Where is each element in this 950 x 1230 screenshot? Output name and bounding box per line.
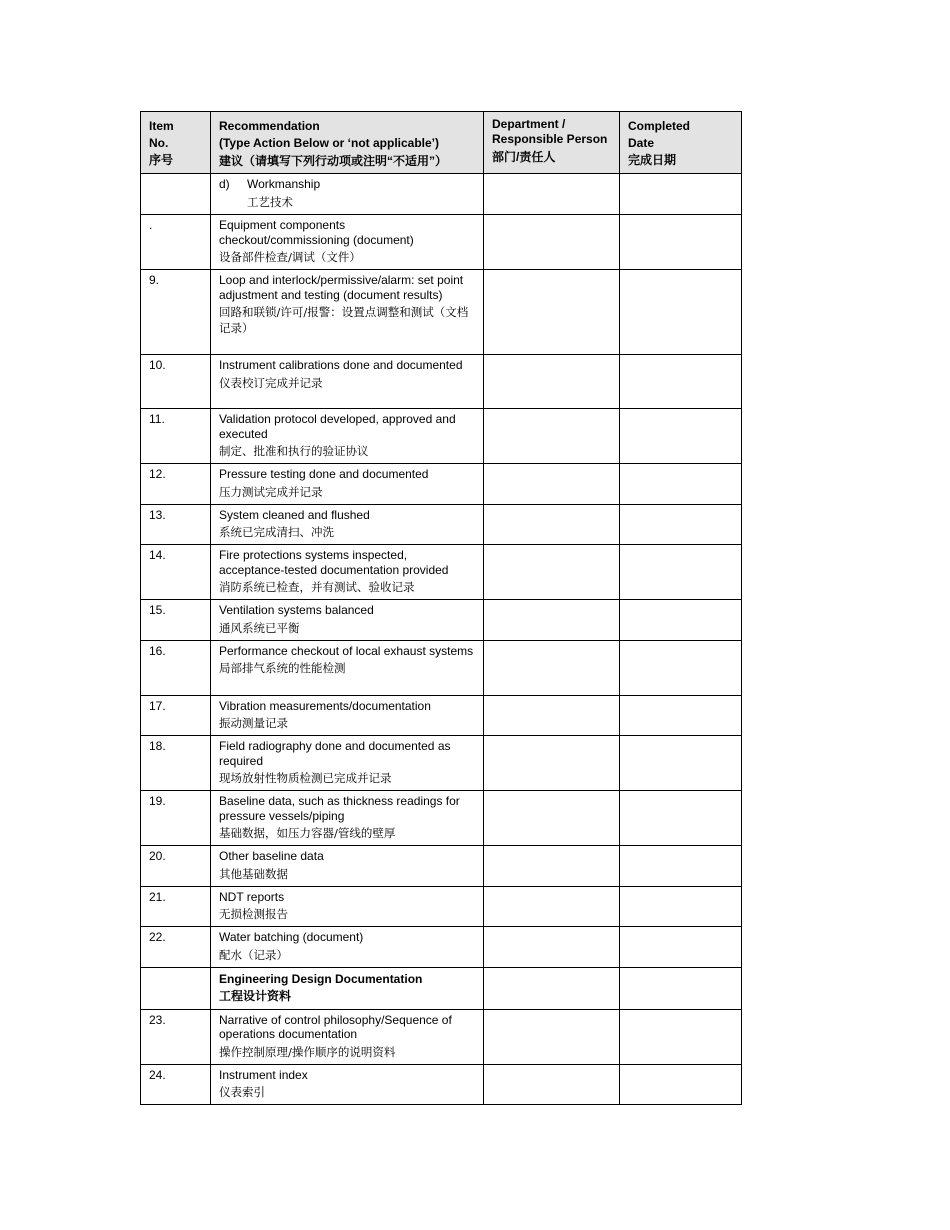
table-body <box>141 174 742 1105</box>
item-number-cell <box>141 640 211 695</box>
item-number-cell <box>141 736 211 791</box>
department-cell[interactable] <box>484 215 620 270</box>
recommendation-cell <box>211 736 484 791</box>
table-row <box>141 600 742 641</box>
completed-date-cell[interactable] <box>620 791 742 846</box>
recommendation-text-en: NDT reports <box>219 889 285 904</box>
table-row <box>141 409 742 464</box>
department-cell[interactable] <box>484 791 620 846</box>
recommendation-text-en: Instrument calibrations done and documented <box>219 358 463 372</box>
department-cell[interactable] <box>484 270 620 355</box>
recommendation-cell <box>211 846 484 887</box>
recommendation-text-cn: 通风系统已平衡 <box>219 620 300 635</box>
recommendation-text-en: Validation protocol developed, approved and executed <box>219 412 456 441</box>
department-cell[interactable] <box>484 846 620 887</box>
completed-date-cell[interactable] <box>620 1064 742 1105</box>
table-row <box>141 886 742 927</box>
item-number: 17. <box>149 698 166 713</box>
section-heading-en: Engineering Design Documentation <box>219 971 423 986</box>
item-number: 9. <box>149 273 160 287</box>
recommendation-text-en: Workmanship <box>247 177 321 191</box>
table-row <box>141 791 742 846</box>
table-row <box>141 504 742 545</box>
item-number-cell <box>141 409 211 464</box>
recommendation-text-en: System cleaned and flushed <box>219 507 370 522</box>
recommendation-cell <box>211 545 484 600</box>
item-number-cell <box>141 1009 211 1064</box>
recommendation-text-en: Loop and interlock/permissive/alarm: set point adjustment and testing (document results) <box>219 273 464 302</box>
department-cell[interactable] <box>484 736 620 791</box>
item-number: 11. <box>149 412 165 426</box>
item-number: 15. <box>149 603 166 617</box>
table-row <box>141 967 742 1009</box>
item-number-cell <box>141 846 211 887</box>
item-number-cell <box>141 174 211 215</box>
recommendation-text-en: Equipment components checkout/commissioning (document) <box>219 218 414 247</box>
recommendation-text-cn: 基础数据，如压力容器/管线的壁厚 <box>219 826 396 840</box>
recommendation-text-en: Vibration measurements/documentation <box>219 698 431 713</box>
recommendation-text-cn: 现场放射性物质检测已完成并记录 <box>219 771 392 785</box>
recommendation-text-en: Instrument index <box>219 1067 308 1082</box>
header-item-no: Item No. 序号 <box>141 112 211 174</box>
recommendation-cell <box>211 927 484 968</box>
recommendation-text-en: Narrative of control philosophy/Sequence of operations documentation <box>219 1012 452 1041</box>
table-row <box>141 545 742 600</box>
recommendation-text-en: Water batching (document) <box>219 930 364 944</box>
recommendation-text-cn: 工艺技术 <box>247 195 293 209</box>
completed-date-cell[interactable] <box>620 600 742 641</box>
recommendation-text-en: Field radiography done and documented as required <box>219 739 451 768</box>
item-number-cell <box>141 886 211 927</box>
item-number-cell <box>141 695 211 736</box>
completed-date-cell[interactable] <box>620 736 742 791</box>
sub-item <box>219 177 475 192</box>
recommendation-text-cn: 系统已完成清扫、冲洗 <box>219 525 334 539</box>
completed-date-cell[interactable] <box>620 464 742 505</box>
item-number-cell <box>141 355 211 409</box>
item-number-cell <box>141 270 211 355</box>
recommendation-text-en: Pressure testing done and documented <box>219 467 429 481</box>
department-cell[interactable] <box>484 504 620 545</box>
department-cell[interactable] <box>484 886 620 927</box>
completed-date-cell[interactable] <box>620 927 742 968</box>
section-heading-cn: 工程设计资料 <box>219 988 292 1003</box>
item-number-cell <box>141 504 211 545</box>
recommendation-cell <box>211 409 484 464</box>
table-row <box>141 355 742 409</box>
completed-date-cell[interactable] <box>620 846 742 887</box>
recommendation-cell <box>211 967 484 1009</box>
completed-date-cell[interactable] <box>620 504 742 545</box>
department-cell[interactable] <box>484 174 620 215</box>
recommendation-text-en: Other baseline data <box>219 849 324 863</box>
item-number-cell <box>141 791 211 846</box>
item-number: 12. <box>149 467 166 481</box>
completed-date-cell[interactable] <box>620 355 742 409</box>
table-row <box>141 640 742 695</box>
department-cell[interactable] <box>484 545 620 600</box>
recommendation-cell <box>211 640 484 695</box>
table-row <box>141 927 742 968</box>
department-cell[interactable] <box>484 927 620 968</box>
item-number: 20. <box>149 849 166 863</box>
item-number: 19. <box>149 794 166 808</box>
completed-date-cell[interactable] <box>620 695 742 736</box>
table-row <box>141 464 742 505</box>
department-cell[interactable] <box>484 967 620 1009</box>
completed-date-cell[interactable] <box>620 409 742 464</box>
item-number-cell <box>141 967 211 1009</box>
recommendation-cell <box>211 600 484 641</box>
completed-date-cell[interactable] <box>620 215 742 270</box>
recommendation-cell <box>211 886 484 927</box>
item-number: . <box>149 218 153 232</box>
item-number: 23. <box>149 1012 166 1027</box>
department-cell[interactable] <box>484 355 620 409</box>
recommendation-text-cn: 压力测试完成并记录 <box>219 484 323 499</box>
recommendation-cell <box>211 791 484 846</box>
recommendation-text-cn: 设备部件检查/调试（文件） <box>219 250 361 264</box>
completed-date-cell[interactable] <box>620 967 742 1009</box>
recommendation-cell <box>211 1009 484 1064</box>
recommendation-cell <box>211 464 484 505</box>
item-number-cell <box>141 545 211 600</box>
department-cell[interactable] <box>484 640 620 695</box>
completed-date-cell[interactable] <box>620 640 742 695</box>
completed-date-cell[interactable] <box>620 270 742 355</box>
item-number-cell <box>141 215 211 270</box>
recommendation-text-cn: 局部排气系统的性能检测 <box>219 661 346 675</box>
item-number-cell <box>141 464 211 505</box>
recommendation-text-cn: 仪表校订完成并记录 <box>219 375 323 390</box>
table-row <box>141 215 742 270</box>
completed-date-cell[interactable] <box>620 174 742 215</box>
recommendation-text-cn: 回路和联锁/许可/报警：设置点调整和测试（文档记录） <box>219 305 469 335</box>
department-cell[interactable] <box>484 600 620 641</box>
item-number: 14. <box>149 548 166 562</box>
item-number: 13. <box>149 507 166 522</box>
item-number: 22. <box>149 930 166 944</box>
recommendation-cell <box>211 504 484 545</box>
recommendation-text-cn: 振动测量记录 <box>219 716 288 730</box>
completed-date-cell[interactable] <box>620 545 742 600</box>
table-row <box>141 1009 742 1064</box>
completed-date-cell[interactable] <box>620 1009 742 1064</box>
item-number: 24. <box>149 1067 166 1082</box>
table-header-row <box>141 112 742 174</box>
item-number-cell <box>141 600 211 641</box>
recommendation-cell <box>211 1064 484 1105</box>
recommendation-text-cn: 消防系统已检查，并有测试、验收记录 <box>219 580 415 594</box>
table-row <box>141 736 742 791</box>
recommendation-text-cn: 操作控制原理/操作顺序的说明资料 <box>219 1044 396 1059</box>
recommendation-cell <box>211 355 484 409</box>
item-number: 10. <box>149 358 166 372</box>
item-number-cell <box>141 1064 211 1105</box>
item-number: 16. <box>149 643 166 658</box>
table-row <box>141 695 742 736</box>
recommendation-text-cn: 其他基础数据 <box>219 866 288 881</box>
department-cell[interactable] <box>484 409 620 464</box>
recommendation-text-en: Fire protections systems inspected, acceptance-tested documentation provided <box>219 548 449 577</box>
table-row <box>141 846 742 887</box>
item-number: 18. <box>149 739 166 753</box>
recommendation-text-cn: 配水（记录） <box>219 947 288 962</box>
table-row <box>141 1064 742 1105</box>
table-row <box>141 270 742 355</box>
table-row <box>141 174 742 215</box>
item-number: 21. <box>149 889 166 904</box>
recommendation-cell <box>211 695 484 736</box>
recommendation-text-cn: 仪表索引 <box>219 1085 265 1099</box>
recommendation-cell <box>211 174 484 215</box>
recommendation-text-en: Performance checkout of local exhaust systems <box>219 643 474 658</box>
recommendation-text-cn: 无损检测报告 <box>219 907 288 921</box>
header-recommendation: Recommendation (Type Action Below or ‘not applicable’) 建议（请填写下列行动项或注明“不适用”） <box>211 112 484 174</box>
recommendation-cell <box>211 215 484 270</box>
department-cell[interactable] <box>484 1009 620 1064</box>
department-cell[interactable] <box>484 1064 620 1105</box>
item-number-cell <box>141 927 211 968</box>
recommendation-cell <box>211 270 484 355</box>
department-cell[interactable] <box>484 695 620 736</box>
header-department: Department / Responsible Person 部门/责任人 <box>484 112 620 174</box>
department-cell[interactable] <box>484 464 620 505</box>
recommendation-text-en: Baseline data, such as thickness readings for pressure vessels/piping <box>219 794 460 823</box>
sub-item-letter: d) <box>219 177 230 191</box>
recommendation-text-en: Ventilation systems balanced <box>219 603 374 617</box>
completed-date-cell[interactable] <box>620 886 742 927</box>
header-completed-date: Completed Date 完成日期 <box>620 112 742 174</box>
recommendation-text-cn: 制定、批准和执行的验证协议 <box>219 444 369 458</box>
checklist-table <box>140 111 742 1105</box>
